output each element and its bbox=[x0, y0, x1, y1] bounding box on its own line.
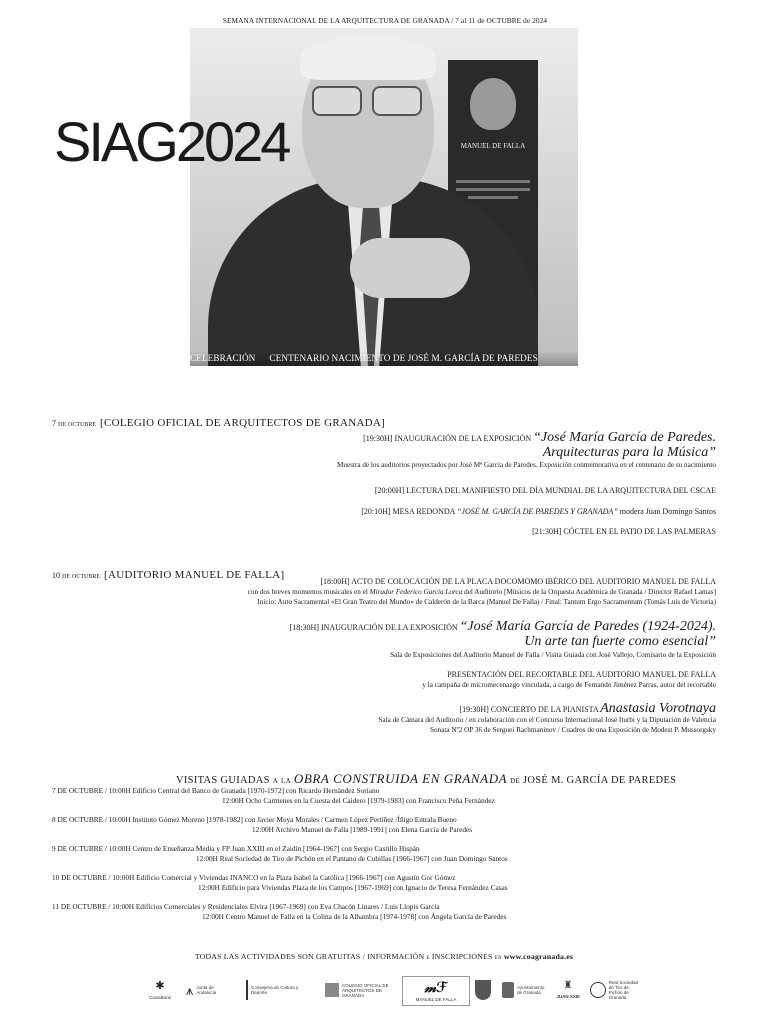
background-poster: MANUEL DE FALLA bbox=[448, 60, 538, 330]
day2-event4-note2: Sonata Nº2 OP 36 de Serguei Rachmaninov / Cuadros de una Exposición de Modest P. Mussorgsky bbox=[430, 726, 716, 734]
day2-event3-note: y la campaña de micromecenazgo vinculada, a cargo de Fernando Jiménez Parras, autor del recortable bbox=[422, 681, 716, 689]
day2-event3: PRESENTACIÓN DEL RECORTABLE DEL AUDITORIO MANUEL DE FALLA bbox=[447, 670, 716, 679]
tiro-pichon-icon bbox=[590, 982, 606, 998]
day2-event1: [18:00H] ACTO DE COLOCACIÓN DE LA PLACA DOCOMOMO IBÉRICO DEL AUDITORIO MANUEL DE FALLA bbox=[320, 577, 716, 586]
ayuntamiento-logo: Ayuntamiento de Granada bbox=[502, 976, 546, 1004]
consejeria-cultura-icon bbox=[246, 980, 248, 1000]
coa-granada-logo: COLEGIO OFICIAL DE ARQUITECTOS DE GRANADA bbox=[325, 976, 395, 1004]
day1-event3: [20:10H] MESA REDONDA “JOSÉ M. GARCÍA DE PAREDES Y GRANADA” modera Juan Domingo Santos bbox=[361, 507, 716, 516]
juan-xxiii-logo: ♜ JUAN XXIII bbox=[556, 980, 580, 999]
junta-andalucia-logo: ⩚ Junta de Andalucía bbox=[186, 982, 217, 998]
day2-event2-title2: Un arte tan fuerte como esencial” bbox=[524, 634, 716, 649]
manuel-de-falla-icon: 𝓂ℱ bbox=[424, 979, 448, 995]
day1-event4: [21:30H] CÓCTEL EN EL PATIO DE LAS PALMERAS bbox=[532, 527, 716, 536]
day1-event1-note: Muestra de los auditorios proyectados por José Mª García de Paredes. Exposición conmemorativa en el centenario de su nacimiento bbox=[336, 461, 716, 469]
day2-event4-note1: Sala de Cámara del Auditorio / en colaboración con el Concurso Internacional José Iturbi y la Diputación de Valencia bbox=[378, 716, 716, 724]
caixabank-logo: ✱ CaixaBank bbox=[149, 979, 171, 1000]
visit-row-3-noon: 12:00H Real Sociedad de Tiro de Pichón en el Pantano de Cubillas [1966-1967] con Juan Domingo Santos bbox=[196, 854, 508, 863]
visit-row-2-noon: 12:00H Archivo Manuel de Falla [1989-1991] con Elena García de Paredes bbox=[252, 825, 473, 834]
coa-granada-icon bbox=[325, 983, 339, 997]
visits-heading: VISITAS GUIADAS a la OBRA CONSTRUIDA EN GRANADA de JOSÉ M. GARCÍA DE PAREDES bbox=[176, 771, 677, 786]
day2-event2: [18:30H] INAUGURACIÓN DE LA EXPOSICIÓN “José María García de Paredes (1924-2024). bbox=[289, 619, 716, 634]
visit-row-5-morning: 11 DE OCTUBRE / 10:00H Edificios Comerciales y Residenciales Elvira [1967-1969] con Eva Chacón Linares / Luis Llopis García bbox=[52, 902, 440, 911]
visit-row-5-noon: 12:00H Centro Manuel de Falla en la Colina de la Alhambra [1974-1978] con Ángela García de Paredes bbox=[202, 912, 507, 921]
website-link[interactable]: www.coagranada.es bbox=[503, 952, 574, 961]
caixabank-star-icon: ✱ bbox=[155, 979, 165, 992]
ayuntamiento-granada-icon bbox=[502, 982, 514, 998]
sponsor-logos bbox=[140, 976, 638, 1006]
junta-andalucia-icon: ⩚ bbox=[186, 982, 194, 998]
day2-event1-note2: Inicio: Auto Sacramental «El Gran Teatro del Mundo» de Calderón de la Barca (Manuel De Falla) / Final: Tantum Ergo Sacramentum (Tomás Luis de Victoria) bbox=[257, 598, 716, 606]
manuel-de-falla-logo: 𝓂ℱ MANUEL DE FALLA bbox=[402, 976, 470, 1006]
visit-row-1-morning: 7 DE OCTUBRE / 10:00H Edificio Central del Banco de Granada [1970-1972] con Ricardo Hernández Soriano bbox=[52, 786, 380, 795]
day2-event4: [19:30H] CONCIERTO DE LA PIANISTA Anastasia Vorotnaya bbox=[459, 701, 716, 716]
day1-event2: [20:00H] LECTURA DEL MANIFIESTO DEL DÍA MUNDIAL DE LA ARQUITECTURA DEL CSCAE bbox=[374, 486, 716, 495]
visit-row-4-morning: 10 DE OCTUBRE / 10:00H Edificio Comercial y Viviendas INANCO en la Plaza Isabel la Católica [1966-1967] con Agustín Gor Gómez bbox=[52, 873, 456, 882]
juan-xxiii-icon: ♜ bbox=[563, 980, 573, 991]
visit-row-4-noon: 12:00H Edificio para Viviendas Plaza de los Campos [1967-1969] con Ignacio de Teresa Fernández Casas bbox=[198, 883, 508, 892]
day1-heading: 7 de octubre [COLEGIO OFICIAL DE ARQUITECTOS DE GRANADA] bbox=[52, 417, 386, 429]
day1-event1: [19:30H] INAUGURACIÓN DE LA EXPOSICIÓN “José María García de Paredes. bbox=[363, 430, 716, 445]
day2-event2-note: Sala de Exposiciones del Auditorio Manuel de Falla / Visita Guiada con José Vallejo, Comisario de la Exposición bbox=[390, 651, 716, 659]
centenary-caption: CELEBRACIÓN CENTENARIO NACIMIENTO DE JOSÉ M. GARCÍA DE PAREDES bbox=[190, 351, 578, 366]
siag-logo: SIAG2024 bbox=[54, 110, 289, 173]
visit-row-3-morning: 9 DE OCTUBRE / 10:00H Centro de Enseñanza Media y FP Juan XXIII en el Zaidín [1964-1967] con Sergio Castillo Hispán bbox=[52, 844, 420, 853]
footer-info: TODAS LAS ACTIVIDADES SON GRATUITAS / INFORMACIÓN e INSCRIPCIONES en www.coagranada.es bbox=[194, 952, 574, 961]
day2-heading: 10 de octubre [AUDITORIO MANUEL DE FALLA] bbox=[52, 569, 285, 581]
visit-row-1-noon: 12:00H Ocho Carmenes en la Cuesta del Caidero [1979-1983] con Francisco Peña Fernández bbox=[222, 796, 495, 805]
day2-event1-note1: con dos breves momentos musicales en el Mirador Federico García Lorca del Auditorio [Músicos de la Orquesta Académica de Granada / Director Rafael Lamas] bbox=[247, 588, 716, 596]
consejeria-logo: Consejería de Cultura y Deporte bbox=[246, 976, 316, 1004]
event-tagline: SEMANA INTERNACIONAL DE LA ARQUITECTURA DE GRANADA / 7 al 11 de OCTUBRE de 2024 bbox=[222, 16, 548, 25]
visit-row-2-morning: 8 DE OCTUBRE / 10:00H Instituto Gómez Moreno [1978-1982] con Javier Moya Morales / Carmen López Pertíñez /Íñigo Entrala Bueno bbox=[52, 815, 457, 824]
portrait-photo bbox=[190, 28, 578, 366]
shield-logo bbox=[475, 976, 497, 1004]
tiro-pichon-logo: Real Sociedad de Tiro de Pichón de Granada bbox=[590, 976, 640, 1004]
day1-event1-title2: Arquitecturas para la Música” bbox=[542, 445, 716, 460]
